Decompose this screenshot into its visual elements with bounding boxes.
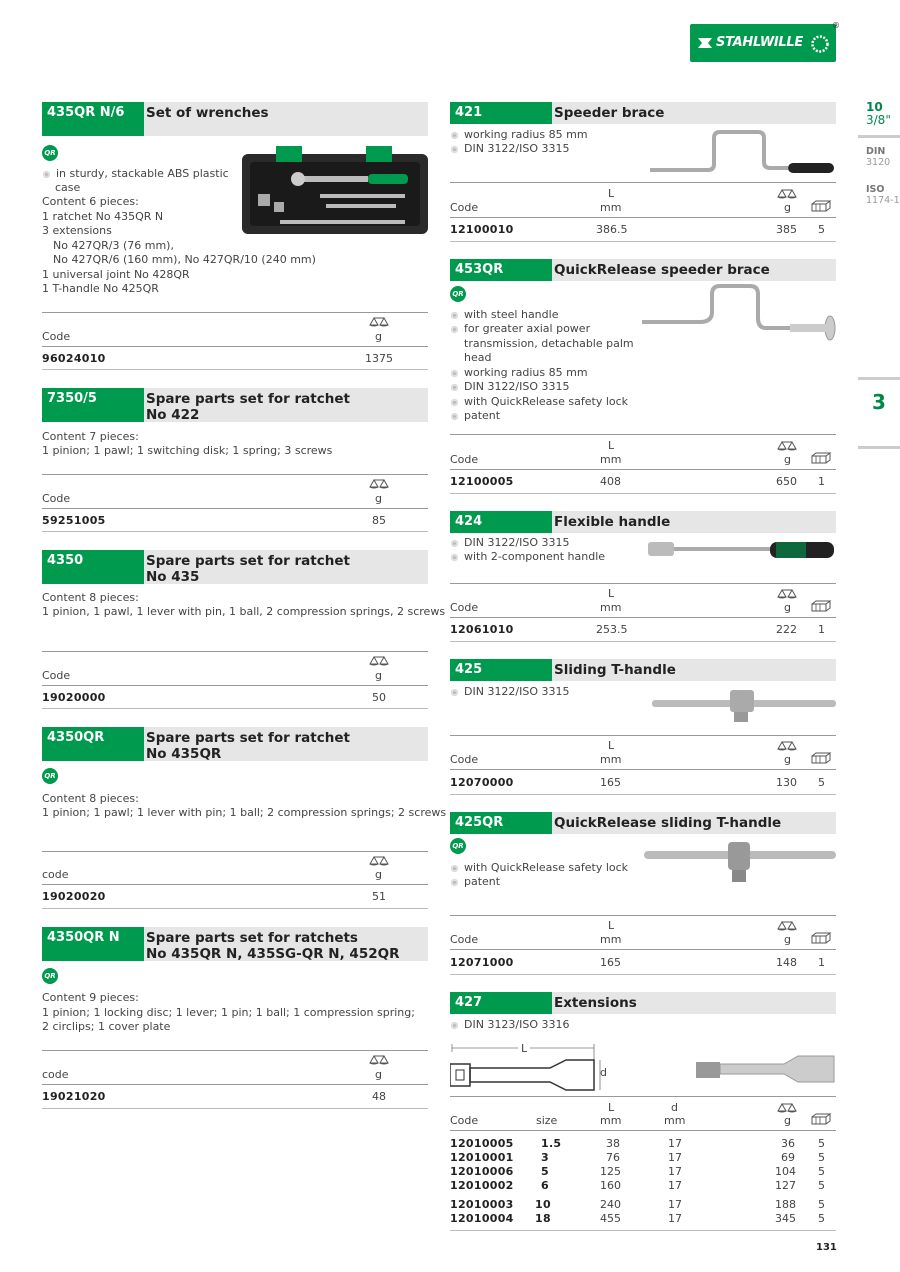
weight-value: 104 bbox=[775, 1165, 796, 1178]
product-header-4350qr bbox=[42, 727, 428, 761]
product-title: Set of wrenches bbox=[146, 105, 269, 121]
article-code: 19021020 bbox=[42, 1090, 106, 1103]
length-value: 165 bbox=[600, 776, 621, 789]
product-header-424 bbox=[450, 511, 836, 533]
table-rule bbox=[42, 1084, 428, 1085]
qr-badge-icon: QR bbox=[450, 838, 466, 854]
pack-value: 5 bbox=[818, 776, 825, 789]
article-code: 12100005 bbox=[450, 475, 514, 488]
product-header-421 bbox=[450, 102, 836, 124]
article-code: 12010005 bbox=[450, 1137, 514, 1150]
weight-value: 50 bbox=[372, 691, 386, 704]
article-code: 12061010 bbox=[450, 623, 514, 636]
title-line: No 435 bbox=[146, 569, 200, 585]
length-header: L bbox=[608, 919, 615, 932]
size-value: 5 bbox=[541, 1165, 549, 1178]
product-header-4350qrn bbox=[42, 927, 428, 961]
feature-item: DIN 3122/ISO 3315 bbox=[450, 142, 588, 156]
table-row bbox=[450, 1212, 836, 1226]
weight-unit: g bbox=[375, 330, 382, 343]
length-header: L bbox=[608, 739, 615, 752]
size-header: size bbox=[536, 1114, 558, 1127]
weight-value: 130 bbox=[776, 776, 797, 789]
sidebar-divider bbox=[858, 135, 900, 138]
diameter-value: 17 bbox=[668, 1165, 682, 1178]
weight-value: 85 bbox=[372, 514, 386, 527]
product-title bbox=[146, 553, 350, 585]
table-rule bbox=[450, 915, 836, 916]
qr-badge-icon: QR bbox=[42, 968, 58, 984]
product-title bbox=[146, 730, 350, 762]
weight-value: 345 bbox=[775, 1212, 796, 1225]
table-row bbox=[450, 1198, 836, 1212]
weight-icon bbox=[368, 655, 390, 667]
length-unit: mm bbox=[600, 453, 622, 466]
feature-list bbox=[450, 861, 628, 890]
feature-list bbox=[450, 685, 570, 699]
weight-value: 69 bbox=[781, 1151, 795, 1164]
wrench-set-case-image bbox=[240, 144, 430, 238]
content-text: 1 pinion; 1 pawl; 1 lever with pin; 1 ball; 2 compression springs; 2 screws bbox=[42, 806, 447, 819]
diameter-value: 17 bbox=[668, 1212, 682, 1225]
length-value: 165 bbox=[600, 956, 621, 969]
article-code: 12010002 bbox=[450, 1179, 514, 1192]
gear-logo-icon bbox=[810, 34, 830, 54]
diameter-unit: mm bbox=[664, 1114, 686, 1127]
weight-icon bbox=[776, 740, 798, 752]
table-rule bbox=[42, 346, 428, 347]
weight-unit: g bbox=[784, 601, 791, 614]
product-code: 425QR bbox=[450, 812, 552, 834]
table-row bbox=[450, 1137, 836, 1151]
article-code: 12010006 bbox=[450, 1165, 514, 1178]
table-rule bbox=[42, 884, 428, 885]
size-value: 1.5 bbox=[541, 1137, 562, 1150]
table-rule bbox=[450, 735, 836, 736]
size-value: 3 bbox=[541, 1151, 549, 1164]
content-line: 1 ratchet No 435QR N bbox=[42, 210, 164, 223]
weight-unit: g bbox=[784, 1114, 791, 1127]
table-rule bbox=[450, 617, 836, 618]
sliding-t-handle-image bbox=[652, 686, 836, 726]
product-header-7350 bbox=[42, 388, 428, 422]
size-value: 10 bbox=[535, 1198, 551, 1211]
weight-unit: g bbox=[375, 1068, 382, 1081]
product-code: 421 bbox=[450, 102, 552, 124]
content-line: No 427QR/6 (160 mm), No 427QR/10 (240 mm) bbox=[53, 253, 316, 266]
table-rule bbox=[42, 1050, 428, 1051]
feature-item: patent bbox=[450, 875, 628, 889]
product-title: Sliding T-handle bbox=[554, 662, 676, 678]
weight-icon bbox=[368, 316, 390, 328]
product-header-4350 bbox=[42, 550, 428, 584]
diameter-value: 17 bbox=[668, 1137, 682, 1150]
table-rule bbox=[42, 851, 428, 852]
pack-value: 1 bbox=[818, 475, 825, 488]
content-line: No 427QR/3 (76 mm), bbox=[53, 239, 174, 252]
sidebar-drive-inch: 3/8" bbox=[866, 113, 891, 127]
table-rule bbox=[42, 908, 428, 909]
sidebar-divider bbox=[858, 446, 900, 449]
product-title bbox=[146, 930, 400, 962]
table-rule bbox=[42, 685, 428, 686]
title-line: Spare parts set for ratchet bbox=[146, 391, 350, 407]
table-rule bbox=[450, 949, 836, 950]
product-code: 4350QR bbox=[42, 727, 144, 761]
title-line: No 422 bbox=[146, 407, 200, 423]
table-rule bbox=[450, 1096, 836, 1097]
table-rule bbox=[450, 182, 836, 183]
article-code: 59251005 bbox=[42, 514, 106, 527]
article-code: 19020020 bbox=[42, 890, 106, 903]
product-header-453qr bbox=[450, 259, 836, 281]
product-code: 424 bbox=[450, 511, 552, 533]
weight-value: 51 bbox=[372, 890, 386, 903]
weight-icon bbox=[776, 920, 798, 932]
length-value: 76 bbox=[606, 1151, 620, 1164]
table-rule bbox=[450, 583, 836, 584]
feature-item: in sturdy, stackable ABS plastic bbox=[42, 167, 229, 181]
content-title: Content 9 pieces: bbox=[42, 991, 139, 1004]
package-icon bbox=[810, 1113, 832, 1125]
feature-item: DIN 3122/ISO 3315 bbox=[450, 536, 605, 550]
product-header-425qr bbox=[450, 812, 836, 834]
page-number: 131 bbox=[816, 1242, 837, 1253]
content-title: Content 8 pieces: bbox=[42, 591, 139, 604]
table-rule bbox=[450, 1130, 836, 1131]
product-title: Extensions bbox=[554, 995, 637, 1011]
length-value: 38 bbox=[606, 1137, 620, 1150]
product-title: QuickRelease sliding T-handle bbox=[554, 815, 782, 831]
code-header: Code bbox=[450, 201, 479, 214]
table-rule bbox=[42, 531, 428, 532]
feature-item: with 2-component handle bbox=[450, 550, 605, 564]
diameter-header: d bbox=[671, 1101, 678, 1114]
content-line: Content 6 pieces: bbox=[42, 195, 139, 208]
sidebar-divider bbox=[858, 377, 900, 380]
product-code: 4350 bbox=[42, 550, 144, 584]
length-unit: mm bbox=[600, 201, 622, 214]
product-title: Flexible handle bbox=[554, 514, 671, 530]
content-text: 2 circlips; 1 cover plate bbox=[42, 1020, 171, 1033]
table-rule bbox=[450, 493, 836, 494]
weight-value: 48 bbox=[372, 1090, 386, 1103]
diameter-value: 17 bbox=[668, 1198, 682, 1211]
feature-list bbox=[450, 536, 605, 565]
weight-icon bbox=[368, 855, 390, 867]
article-code: 12010004 bbox=[450, 1212, 514, 1225]
content-text: 1 pinion; 1 pawl; 1 switching disk; 1 spring; 3 screws bbox=[42, 444, 333, 457]
feature-list bbox=[450, 366, 628, 424]
package-icon bbox=[810, 452, 832, 464]
weight-value: 36 bbox=[781, 1137, 795, 1150]
product-header-425 bbox=[450, 659, 836, 681]
sidebar-iso-value: 1174-1 bbox=[866, 195, 900, 206]
weight-icon bbox=[776, 440, 798, 452]
pack-value: 5 bbox=[818, 223, 825, 236]
content-line: 1 universal joint No 428QR bbox=[42, 268, 190, 281]
content-title: Content 7 pieces: bbox=[42, 430, 139, 443]
table-rule bbox=[450, 974, 836, 975]
pack-value: 5 bbox=[818, 1137, 825, 1150]
code-header: Code bbox=[42, 669, 71, 682]
product-code: 435QR N/6 bbox=[42, 102, 144, 136]
pack-value: 5 bbox=[818, 1198, 825, 1211]
code-header: Code bbox=[42, 330, 71, 343]
weight-unit: g bbox=[784, 201, 791, 214]
title-line: No 435QR bbox=[146, 746, 222, 762]
title-line: Spare parts set for ratchets bbox=[146, 930, 358, 946]
sidebar-din-label: DIN bbox=[866, 146, 886, 157]
dimension-diameter-label: d bbox=[600, 1066, 607, 1079]
length-value: 386.5 bbox=[596, 223, 628, 236]
pack-value: 1 bbox=[818, 956, 825, 969]
brand-logo bbox=[690, 21, 840, 62]
sidebar-drive-size: 10 bbox=[866, 100, 883, 114]
feature-item: for greater axial power bbox=[450, 322, 590, 336]
feature-item-continued: transmission, detachable palm bbox=[464, 337, 634, 350]
table-rule bbox=[450, 241, 836, 242]
feature-item-continued: head bbox=[464, 351, 492, 364]
weight-unit: g bbox=[375, 868, 382, 881]
product-title: QuickRelease speeder brace bbox=[554, 262, 770, 278]
article-code: 12100010 bbox=[450, 223, 514, 236]
qr-badge-icon: QR bbox=[42, 145, 58, 161]
content-line: 1 T-handle No 425QR bbox=[42, 282, 159, 295]
length-header: L bbox=[608, 587, 615, 600]
table-rule bbox=[42, 708, 428, 709]
article-code: 19020000 bbox=[42, 691, 106, 704]
table-rule bbox=[450, 217, 836, 218]
table-rule bbox=[450, 641, 836, 642]
content-text: 1 pinion, 1 pawl, 1 lever with pin, 1 ball, 2 compression springs, 2 screws bbox=[42, 605, 446, 618]
product-code: 425 bbox=[450, 659, 552, 681]
table-rule bbox=[42, 369, 428, 370]
pack-value: 5 bbox=[818, 1212, 825, 1225]
package-icon bbox=[810, 932, 832, 944]
feature-item: with steel handle bbox=[450, 308, 590, 322]
code-header: Code bbox=[450, 933, 479, 946]
table-row bbox=[450, 1151, 836, 1165]
code-header: code bbox=[42, 868, 69, 881]
length-value: 240 bbox=[600, 1198, 621, 1211]
pack-value: 5 bbox=[818, 1165, 825, 1178]
wrench-logo-icon bbox=[696, 34, 714, 52]
length-unit: mm bbox=[600, 601, 622, 614]
pack-value: 1 bbox=[818, 623, 825, 636]
code-header: Code bbox=[450, 753, 479, 766]
package-icon bbox=[810, 600, 832, 612]
weight-unit: g bbox=[784, 753, 791, 766]
weight-icon bbox=[368, 1054, 390, 1066]
size-value: 6 bbox=[541, 1179, 549, 1192]
feature-list bbox=[42, 167, 229, 181]
weight-value: 1375 bbox=[365, 352, 393, 365]
weight-value: 148 bbox=[776, 956, 797, 969]
qr-badge-icon: QR bbox=[450, 286, 466, 302]
feature-item: DIN 3122/ISO 3315 bbox=[450, 685, 570, 699]
package-icon bbox=[810, 752, 832, 764]
chapter-number: 3 bbox=[872, 390, 886, 414]
quickrelease-speeder-brace-image bbox=[640, 282, 836, 342]
weight-value: 222 bbox=[776, 623, 797, 636]
table-rule bbox=[450, 469, 836, 470]
speeder-brace-image bbox=[648, 126, 836, 178]
title-line: Spare parts set for ratchet bbox=[146, 730, 350, 746]
flexible-handle-image bbox=[646, 536, 836, 566]
feature-item: DIN 3123/ISO 3316 bbox=[450, 1018, 570, 1032]
feature-item: with QuickRelease safety lock bbox=[450, 861, 628, 875]
sidebar-iso-label: ISO bbox=[866, 184, 885, 195]
title-line: Spare parts set for ratchet bbox=[146, 553, 350, 569]
table-rule bbox=[42, 474, 428, 475]
code-header: Code bbox=[450, 453, 479, 466]
weight-unit: g bbox=[784, 453, 791, 466]
package-icon bbox=[810, 200, 832, 212]
sidebar-din-value: 3120 bbox=[866, 157, 891, 168]
length-header: L bbox=[608, 439, 615, 452]
length-value: 160 bbox=[600, 1179, 621, 1192]
weight-value: 385 bbox=[776, 223, 797, 236]
length-header: L bbox=[608, 187, 615, 200]
length-unit: mm bbox=[600, 933, 622, 946]
title-line: No 435QR N, 435SG-QR N, 452QR bbox=[146, 946, 400, 962]
product-title: Speeder brace bbox=[554, 105, 665, 121]
weight-value: 127 bbox=[775, 1179, 796, 1192]
feature-item: DIN 3122/ISO 3315 bbox=[450, 380, 628, 394]
quickrelease-t-handle-image bbox=[644, 838, 836, 888]
extension-dimension-drawing bbox=[450, 1040, 620, 1092]
table-rule bbox=[450, 769, 836, 770]
feature-item: patent bbox=[450, 409, 628, 423]
article-code: 12071000 bbox=[450, 956, 514, 969]
feature-item: working radius 85 mm bbox=[450, 366, 628, 380]
feature-list bbox=[450, 1018, 570, 1032]
diameter-value: 17 bbox=[668, 1179, 682, 1192]
weight-value: 650 bbox=[776, 475, 797, 488]
weight-unit: g bbox=[375, 669, 382, 682]
table-rule bbox=[42, 651, 428, 652]
code-header: Code bbox=[450, 601, 479, 614]
table-rule bbox=[42, 312, 428, 313]
product-code: 453QR bbox=[450, 259, 552, 281]
product-title bbox=[146, 391, 350, 423]
product-code: 427 bbox=[450, 992, 552, 1014]
length-value: 253.5 bbox=[596, 623, 628, 636]
content-text: 1 pinion; 1 locking disc; 1 lever; 1 pin; 1 ball; 1 compression spring; bbox=[42, 1006, 415, 1019]
length-value: 125 bbox=[600, 1165, 621, 1178]
qr-badge-icon: QR bbox=[42, 768, 58, 784]
weight-icon bbox=[776, 1102, 798, 1114]
weight-unit: g bbox=[375, 492, 382, 505]
article-code: 12010001 bbox=[450, 1151, 514, 1164]
registered-mark: ® bbox=[832, 21, 840, 30]
length-value: 455 bbox=[600, 1212, 621, 1225]
length-header: L bbox=[608, 1101, 615, 1114]
product-code: 7350/5 bbox=[42, 388, 144, 422]
table-rule bbox=[42, 1108, 428, 1109]
product-header-435qrn6 bbox=[42, 102, 428, 136]
feature-item: with QuickRelease safety lock bbox=[450, 395, 628, 409]
table-row bbox=[450, 1165, 836, 1179]
table-rule bbox=[450, 794, 836, 795]
length-unit: mm bbox=[600, 753, 622, 766]
content-line: 3 extensions bbox=[42, 224, 112, 237]
code-header: code bbox=[42, 1068, 69, 1081]
article-code: 12010003 bbox=[450, 1198, 514, 1211]
pack-value: 5 bbox=[818, 1179, 825, 1192]
weight-icon bbox=[776, 188, 798, 200]
content-title: Content 8 pieces: bbox=[42, 792, 139, 805]
table-rule bbox=[450, 1230, 836, 1231]
table-rule bbox=[450, 434, 836, 435]
dimension-length-label: L bbox=[518, 1042, 530, 1055]
weight-icon bbox=[776, 588, 798, 600]
size-value: 18 bbox=[535, 1212, 551, 1225]
feature-item: working radius 85 mm bbox=[450, 128, 588, 142]
weight-value: 188 bbox=[775, 1198, 796, 1211]
article-code: 96024010 bbox=[42, 352, 106, 365]
code-header: Code bbox=[450, 1114, 479, 1127]
diameter-value: 17 bbox=[668, 1151, 682, 1164]
brand-name: STAHLWILLE bbox=[716, 35, 803, 50]
weight-icon bbox=[368, 478, 390, 490]
feature-list bbox=[450, 308, 590, 337]
table-row bbox=[450, 1179, 836, 1193]
product-code: 4350QR N bbox=[42, 927, 144, 961]
feature-list bbox=[450, 128, 588, 157]
product-header-427 bbox=[450, 992, 836, 1014]
weight-unit: g bbox=[784, 933, 791, 946]
code-header: Code bbox=[42, 492, 71, 505]
pack-value: 5 bbox=[818, 1151, 825, 1164]
length-value: 408 bbox=[600, 475, 621, 488]
extension-image bbox=[694, 1052, 836, 1086]
content-line: case bbox=[55, 181, 81, 194]
length-unit: mm bbox=[600, 1114, 622, 1127]
table-rule bbox=[42, 508, 428, 509]
article-code: 12070000 bbox=[450, 776, 514, 789]
